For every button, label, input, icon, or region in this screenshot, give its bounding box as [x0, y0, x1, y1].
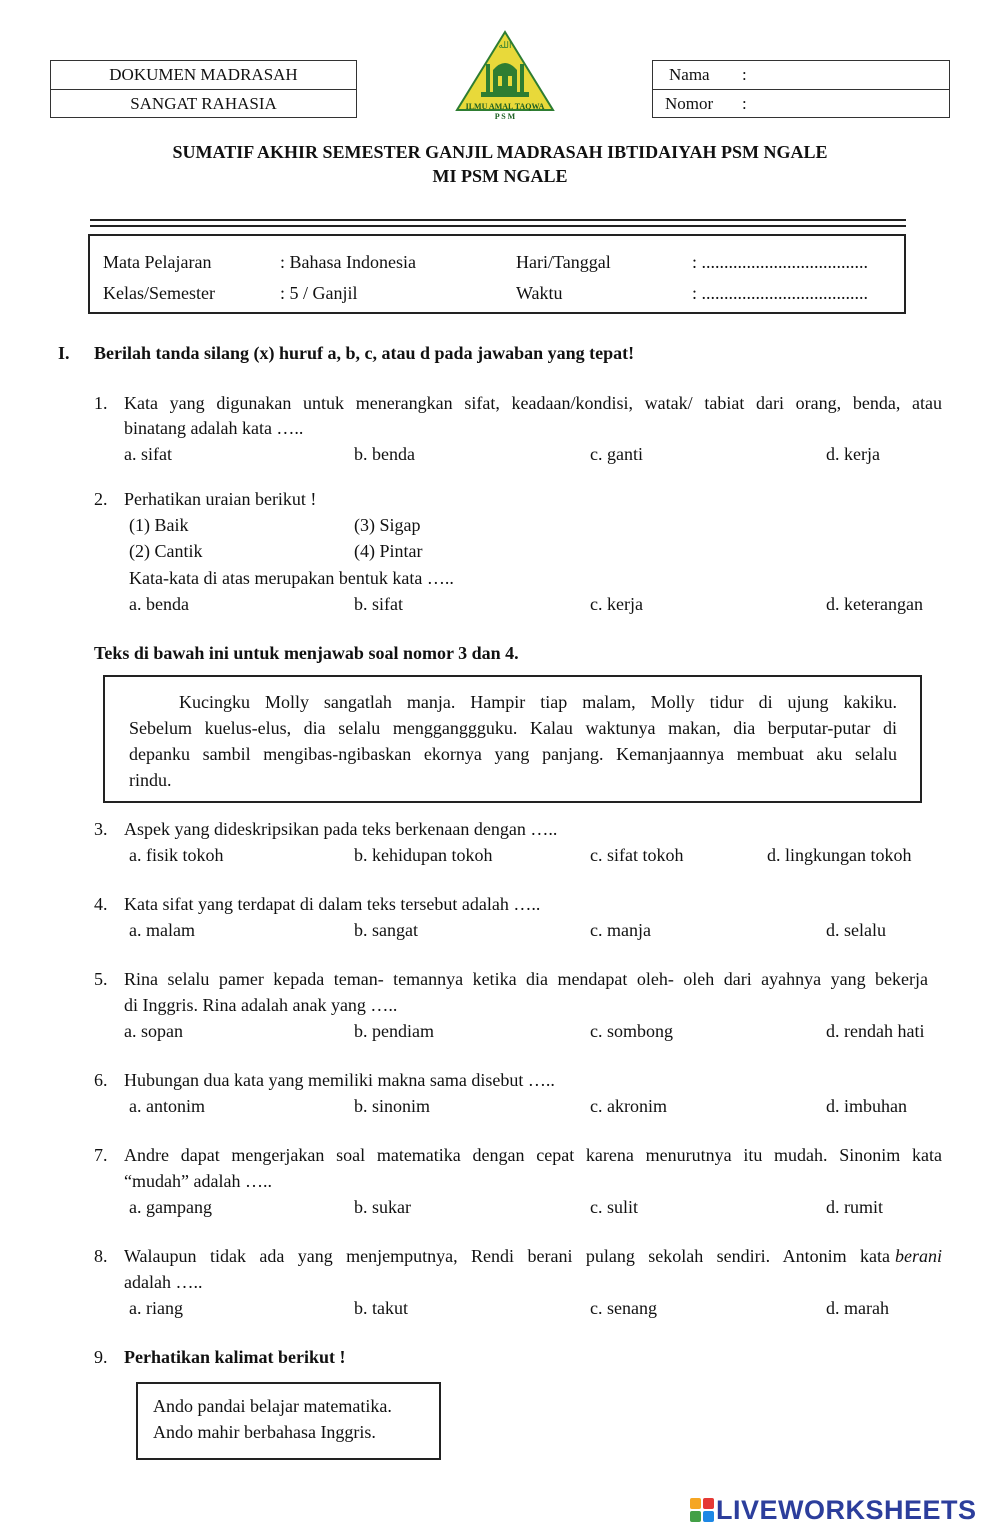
q7-option-b[interactable]: b. sukar — [354, 1197, 411, 1217]
question-5-text: Rina selalu pamer kepada teman- temannya ketika dia mendapat oleh- oleh dari ayahnya yang bekerja — [124, 969, 928, 989]
watermark-text: LIVEWORKSHEETS — [716, 1494, 977, 1525]
passage-line-4: rindu. — [129, 770, 172, 790]
question-3-text: Aspek yang dideskripsikan pada teks berkenaan dengan ….. — [124, 819, 558, 839]
question-6-number: 6. — [94, 1070, 108, 1090]
date-value[interactable]: : ..................................... — [692, 252, 869, 272]
q4-option-a[interactable]: a. malam — [129, 920, 195, 940]
passage-line-2: Sebelum kuelus-elus, dia selalu mengganggguku. Kalau waktunya makan, dia berputar-putar di — [129, 718, 897, 738]
q5-option-d[interactable]: d. rendah hati — [826, 1021, 925, 1041]
question-8-text — [124, 1246, 942, 1267]
time-label: Waktu — [516, 283, 563, 303]
q2-item-2: (2) Cantik — [129, 541, 203, 561]
question-2-text-2: Kata-kata di atas merupakan bentuk kata ….. — [129, 568, 454, 588]
q9-sentence-1: Ando pandai belajar matematika. — [153, 1396, 392, 1416]
document-status-line-1: DOKUMEN MADRASAH — [51, 61, 356, 90]
q1-option-d[interactable]: d. kerja — [826, 444, 880, 464]
time-value[interactable]: : ..................................... — [692, 283, 869, 303]
question-2-number: 2. — [94, 489, 108, 509]
name-colon: : — [742, 65, 747, 84]
class-label: Kelas/Semester — [103, 283, 215, 303]
section-instruction: Berilah tanda silang (x) huruf a, b, c, atau d pada jawaban yang tepat! — [94, 343, 635, 363]
passage-line-1: Kucingku Molly sangatlah manja. Hampir tiap malam, Molly tidur di ujung kakiku. — [179, 692, 897, 712]
question-7-text-2: “mudah” adalah ….. — [124, 1171, 272, 1191]
question-8-text-italic: berani — [895, 1246, 942, 1266]
q5-option-a[interactable]: a. sopan — [124, 1021, 183, 1041]
question-7-text: Andre dapat mengerjakan soal matematika dengan cepat karena menurutnya itu mudah. Sinonim kata — [124, 1145, 942, 1165]
liveworksheets-watermark — [690, 1494, 977, 1526]
question-4-text: Kata sifat yang terdapat di dalam teks tersebut adalah ….. — [124, 894, 541, 914]
question-1-number: 1. — [94, 393, 108, 413]
question-9-number: 9. — [94, 1347, 108, 1367]
q2-item-4: (4) Pintar — [354, 541, 423, 561]
section-number: I. — [58, 343, 70, 363]
date-label: Hari/Tanggal — [516, 252, 611, 272]
q2-option-c[interactable]: c. kerja — [590, 594, 643, 614]
q6-option-a[interactable]: a. antonim — [129, 1096, 205, 1116]
question-8-text-main: Walaupun tidak ada yang menjemputnya, Rendi berani pulang sekolah sendiri. Antonim kata — [124, 1246, 890, 1266]
q7-option-c[interactable]: c. sulit — [590, 1197, 638, 1217]
passage-box — [103, 675, 922, 803]
subject-label: Mata Pelajaran — [103, 252, 212, 272]
q7-option-d[interactable]: d. rumit — [826, 1197, 883, 1217]
liveworksheets-logo-icon — [690, 1498, 714, 1522]
question-1-text-2: binatang adalah kata ….. — [124, 418, 304, 438]
q2-option-a[interactable]: a. benda — [129, 594, 189, 614]
logo-motto: ILMU AMAL TAQWA — [465, 102, 545, 111]
title-divider — [90, 219, 906, 227]
q6-option-b[interactable]: b. sinonim — [354, 1096, 431, 1116]
q9-sentence-box — [136, 1382, 441, 1460]
student-identity-box — [652, 60, 950, 118]
name-label: Nama — [669, 65, 710, 84]
q3-option-c[interactable]: c. sifat tokoh — [590, 845, 684, 865]
q3-option-b[interactable]: b. kehidupan tokoh — [354, 845, 493, 865]
question-9-text: Perhatikan kalimat berikut ! — [124, 1347, 346, 1367]
q5-option-c[interactable]: c. sombong — [590, 1021, 673, 1041]
school-logo — [455, 30, 555, 125]
question-3-number: 3. — [94, 819, 108, 839]
question-8-number: 8. — [94, 1246, 108, 1266]
q5-option-b[interactable]: b. pendiam — [354, 1021, 434, 1041]
passage-line-3: depanku sambil mengibas-ngibaskan ekornya yang panjang. Kemanjaannya membuat aku selalu — [129, 744, 897, 764]
q8-option-d[interactable]: d. marah — [826, 1298, 889, 1318]
question-5-number: 5. — [94, 969, 108, 989]
q8-option-a[interactable]: a. riang — [129, 1298, 183, 1318]
q2-item-1: (1) Baik — [129, 515, 189, 535]
question-5-text-2: di Inggris. Rina adalah anak yang ….. — [124, 995, 398, 1015]
q1-option-a[interactable]: a. sifat — [124, 444, 172, 464]
q1-option-b[interactable]: b. benda — [354, 444, 415, 464]
q8-option-c[interactable]: c. senang — [590, 1298, 657, 1318]
page-title: SUMATIF AKHIR SEMESTER GANJIL MADRASAH IBTIDAIYAH PSM NGALE — [172, 142, 828, 162]
logo-arabic-text: الله — [498, 40, 512, 50]
document-status-box — [50, 60, 357, 118]
document-status-line-2: SANGAT RAHASIA — [130, 94, 277, 113]
passage-intro: Teks di bawah ini untuk menjawab soal nomor 3 dan 4. — [94, 643, 519, 663]
logo-psm: P S M — [494, 112, 516, 121]
q4-option-b[interactable]: b. sangat — [354, 920, 418, 940]
q1-option-c[interactable]: c. ganti — [590, 444, 643, 464]
number-colon: : — [742, 94, 747, 113]
q2-option-d[interactable]: d. keterangan — [826, 594, 923, 614]
class-value: : 5 / Ganjil — [280, 283, 358, 303]
question-7-number: 7. — [94, 1145, 108, 1165]
q3-option-d[interactable]: d. lingkungan tokoh — [767, 845, 912, 865]
q2-item-3: (3) Sigap — [354, 515, 421, 535]
q4-option-c[interactable]: c. manja — [590, 920, 651, 940]
q9-sentence-2: Ando mahir berbahasa Inggris. — [153, 1422, 376, 1442]
q8-option-b[interactable]: b. takut — [354, 1298, 408, 1318]
number-field[interactable] — [653, 90, 949, 119]
q6-option-d[interactable]: d. imbuhan — [826, 1096, 907, 1116]
q2-option-b[interactable]: b. sifat — [354, 594, 403, 614]
question-4-number: 4. — [94, 894, 108, 914]
question-6-text: Hubungan dua kata yang memiliki makna sama disebut ….. — [124, 1070, 555, 1090]
page-subtitle: MI PSM NGALE — [432, 166, 568, 186]
number-label: Nomor — [665, 94, 714, 113]
question-1-text: Kata yang digunakan untuk menerangkan sifat, keadaan/kondisi, watak/ tabiat dari orang, benda, atau — [124, 393, 942, 413]
exam-info-box — [88, 234, 906, 314]
name-field[interactable] — [653, 61, 949, 90]
question-2-text: Perhatikan uraian berikut ! — [124, 489, 317, 509]
q6-option-c[interactable]: c. akronim — [590, 1096, 667, 1116]
question-8-text-2: adalah ….. — [124, 1272, 203, 1292]
subject-value: : Bahasa Indonesia — [280, 252, 416, 272]
q3-option-a[interactable]: a. fisik tokoh — [129, 845, 224, 865]
q7-option-a[interactable]: a. gampang — [129, 1197, 212, 1217]
q4-option-d[interactable]: d. selalu — [826, 920, 886, 940]
